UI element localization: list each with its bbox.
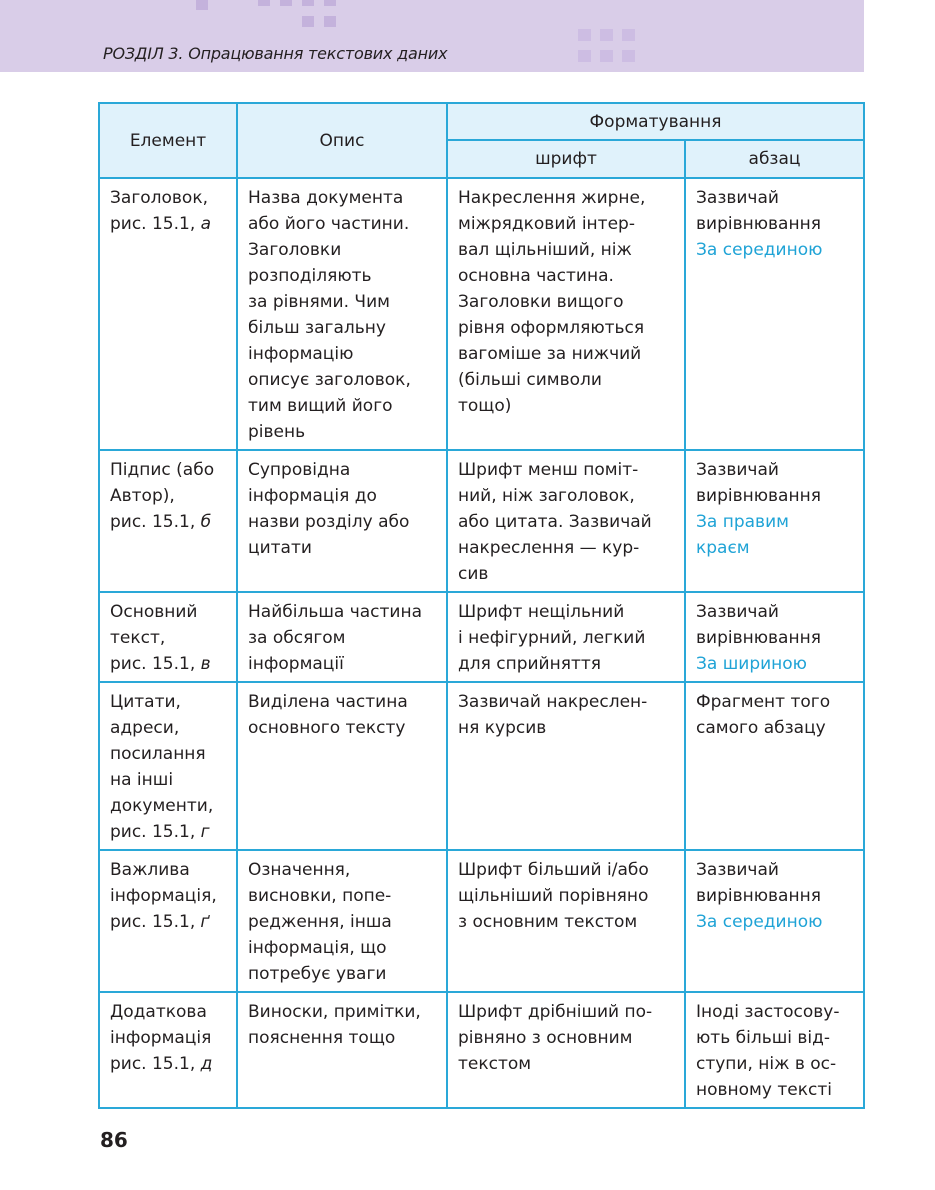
decorative-square [578, 50, 591, 62]
cell-line: Додаткова [110, 1002, 207, 1022]
cell-line: ступи, ніж в ос- [696, 1054, 837, 1074]
header-description: Опис [237, 103, 447, 178]
cell-element [99, 850, 237, 992]
cell-description [237, 450, 447, 592]
table-row [99, 992, 864, 1108]
chapter-title: РОЗДІЛ 3. Опрацювання текстових даних [103, 44, 448, 63]
cell-line: пояснення тощо [248, 1028, 396, 1048]
cell-line: цитати [248, 538, 312, 558]
cell-line: інформація, [110, 886, 217, 906]
cell-description [237, 178, 447, 450]
cell-line: самого абзацу [696, 718, 826, 738]
cell-element [99, 592, 237, 682]
decorative-square [302, 16, 314, 27]
cell-line: тим вищий його [248, 396, 393, 416]
cell-font [447, 592, 685, 682]
formatting-table [98, 102, 865, 1109]
cell-line: Заголовки вищого [458, 292, 624, 312]
cell-line: текстом [458, 1054, 532, 1074]
cell-line: рівня оформляються [458, 318, 645, 338]
cell-line: тощо) [458, 396, 512, 416]
cell-line: (більші символи [458, 370, 602, 390]
cell-description [237, 992, 447, 1108]
cell-line: рис. 15.1, [110, 1054, 201, 1074]
cell-line: або цитата. Зазвичай [458, 512, 652, 532]
cell-line: Підпис (або [110, 460, 215, 480]
cell-line: назви розділу або [248, 512, 410, 532]
table-row [99, 850, 864, 992]
cell-paragraph [685, 592, 864, 682]
alignment-value: За серединою [696, 912, 823, 932]
cell-line: сив [458, 564, 489, 584]
cell-paragraph [685, 178, 864, 450]
cell-line: Виноски, примітки, [248, 1002, 421, 1022]
cell-line: рис. 15.1, [110, 822, 201, 842]
cell-description [237, 592, 447, 682]
figure-letter: д [200, 1054, 213, 1074]
cell-line: за рівнями. Чим [248, 292, 390, 312]
cell-line: Автор), [110, 486, 175, 506]
cell-font [447, 682, 685, 850]
cell-line: висновки, попе- [248, 886, 392, 906]
decorative-square [622, 50, 635, 62]
cell-line: і нефігурний, легкий [458, 628, 646, 648]
cell-line: редження, інша [248, 912, 392, 932]
cell-paragraph [685, 850, 864, 992]
cell-line: Заголовок, [110, 188, 209, 208]
table-row [99, 450, 864, 592]
cell-line: Накреслення жирне, [458, 188, 646, 208]
cell-line: інформація до [248, 486, 377, 506]
cell-font [447, 992, 685, 1108]
cell-line: Зазвичай [696, 860, 779, 880]
figure-letter: а [200, 214, 212, 234]
table-row [99, 682, 864, 850]
decorative-square [600, 50, 613, 62]
cell-element [99, 682, 237, 850]
cell-line: Основний [110, 602, 198, 622]
header-font: шрифт [447, 140, 685, 178]
cell-line: Цитати, [110, 692, 181, 712]
header-paragraph: абзац [685, 140, 864, 178]
cell-line: вирівнювання [696, 886, 821, 906]
cell-line: Фрагмент того [696, 692, 831, 712]
cell-line: Шрифт нещільний [458, 602, 625, 622]
cell-line: Супровідна [248, 460, 351, 480]
cell-line: або його частини. [248, 214, 410, 234]
cell-line: рівень [248, 422, 306, 442]
alignment-value: За правим [696, 512, 789, 532]
cell-paragraph [685, 682, 864, 850]
cell-line: рівняно з основним [458, 1028, 633, 1048]
cell-line: рис. 15.1, [110, 912, 201, 932]
alignment-value: За шириною [696, 654, 807, 674]
decorative-square [196, 0, 208, 10]
cell-paragraph [685, 450, 864, 592]
cell-line: ня курсив [458, 718, 547, 738]
cell-line: Назва документа [248, 188, 404, 208]
cell-line: інформація [110, 1028, 212, 1048]
cell-line: Означення, [248, 860, 351, 880]
cell-font [447, 850, 685, 992]
cell-line: посилання [110, 744, 206, 764]
cell-line: Найбільша частина [248, 602, 423, 622]
cell-line: Виділена частина [248, 692, 408, 712]
cell-line: для сприйняття [458, 654, 601, 674]
cell-line: Шрифт більший і/або [458, 860, 649, 880]
cell-description [237, 850, 447, 992]
cell-line: Зазвичай накреслен- [458, 692, 648, 712]
cell-line: адреси, [110, 718, 180, 738]
cell-font [447, 178, 685, 450]
decorative-square [622, 29, 635, 41]
cell-line: Зазвичай [696, 460, 779, 480]
cell-line: основна частина. [458, 266, 614, 286]
cell-line: потребує уваги [248, 964, 387, 984]
decorative-square [578, 29, 591, 41]
cell-line: Зазвичай [696, 602, 779, 622]
cell-line: Іноді застосову- [696, 1002, 840, 1022]
header-element: Елемент [99, 103, 237, 178]
cell-line: на інші [110, 770, 174, 790]
decorative-square [280, 0, 292, 6]
cell-line: Шрифт менш поміт- [458, 460, 639, 480]
cell-line: ний, ніж заголовок, [458, 486, 635, 506]
cell-line: Заголовки [248, 240, 342, 260]
cell-line: інформації [248, 654, 344, 674]
cell-line: з основним текстом [458, 912, 638, 932]
cell-line: щільніший порівняно [458, 886, 649, 906]
cell-line: Зазвичай [696, 188, 779, 208]
cell-line: ють більші від- [696, 1028, 831, 1048]
figure-letter: б [200, 512, 212, 532]
cell-line: вирівнювання [696, 214, 821, 234]
cell-line: розподіляють [248, 266, 372, 286]
cell-line: Важлива [110, 860, 190, 880]
figure-letter: ґ [200, 912, 210, 932]
cell-element [99, 178, 237, 450]
cell-line: рис. 15.1, [110, 214, 201, 234]
cell-line: накреслення — кур- [458, 538, 640, 558]
cell-line: Шрифт дрібніший по- [458, 1002, 653, 1022]
alignment-value: краєм [696, 538, 750, 558]
cell-line: за обсягом [248, 628, 346, 648]
cell-line: рис. 15.1, [110, 512, 201, 532]
cell-line: вагоміше за нижчий [458, 344, 642, 364]
decorative-square [324, 16, 336, 27]
cell-element [99, 992, 237, 1108]
alignment-value: За серединою [696, 240, 823, 260]
decorative-square [258, 0, 270, 6]
cell-line: вирівнювання [696, 628, 821, 648]
cell-font [447, 450, 685, 592]
table-row [99, 178, 864, 450]
decorative-square [324, 0, 336, 6]
figure-letter: г [200, 822, 210, 842]
cell-paragraph [685, 992, 864, 1108]
header-formatting: Форматування [447, 103, 864, 140]
cell-line: документи, [110, 796, 214, 816]
decorative-square [600, 29, 613, 41]
page-number: 86 [100, 1128, 128, 1152]
figure-letter: в [200, 654, 211, 674]
table-row [99, 592, 864, 682]
cell-line: описує заголовок, [248, 370, 411, 390]
cell-line: основного тексту [248, 718, 406, 738]
cell-line: текст, [110, 628, 166, 648]
cell-line: новному тексті [696, 1080, 832, 1100]
cell-line: інформацію [248, 344, 354, 364]
cell-line: вирівнювання [696, 486, 821, 506]
cell-line: міжрядковий інтер- [458, 214, 635, 234]
cell-description [237, 682, 447, 850]
cell-line: більш загальну [248, 318, 386, 338]
decorative-square [302, 0, 314, 6]
cell-element [99, 450, 237, 592]
cell-line: вал щільніший, ніж [458, 240, 632, 260]
cell-line: інформація, що [248, 938, 387, 958]
cell-line: рис. 15.1, [110, 654, 201, 674]
